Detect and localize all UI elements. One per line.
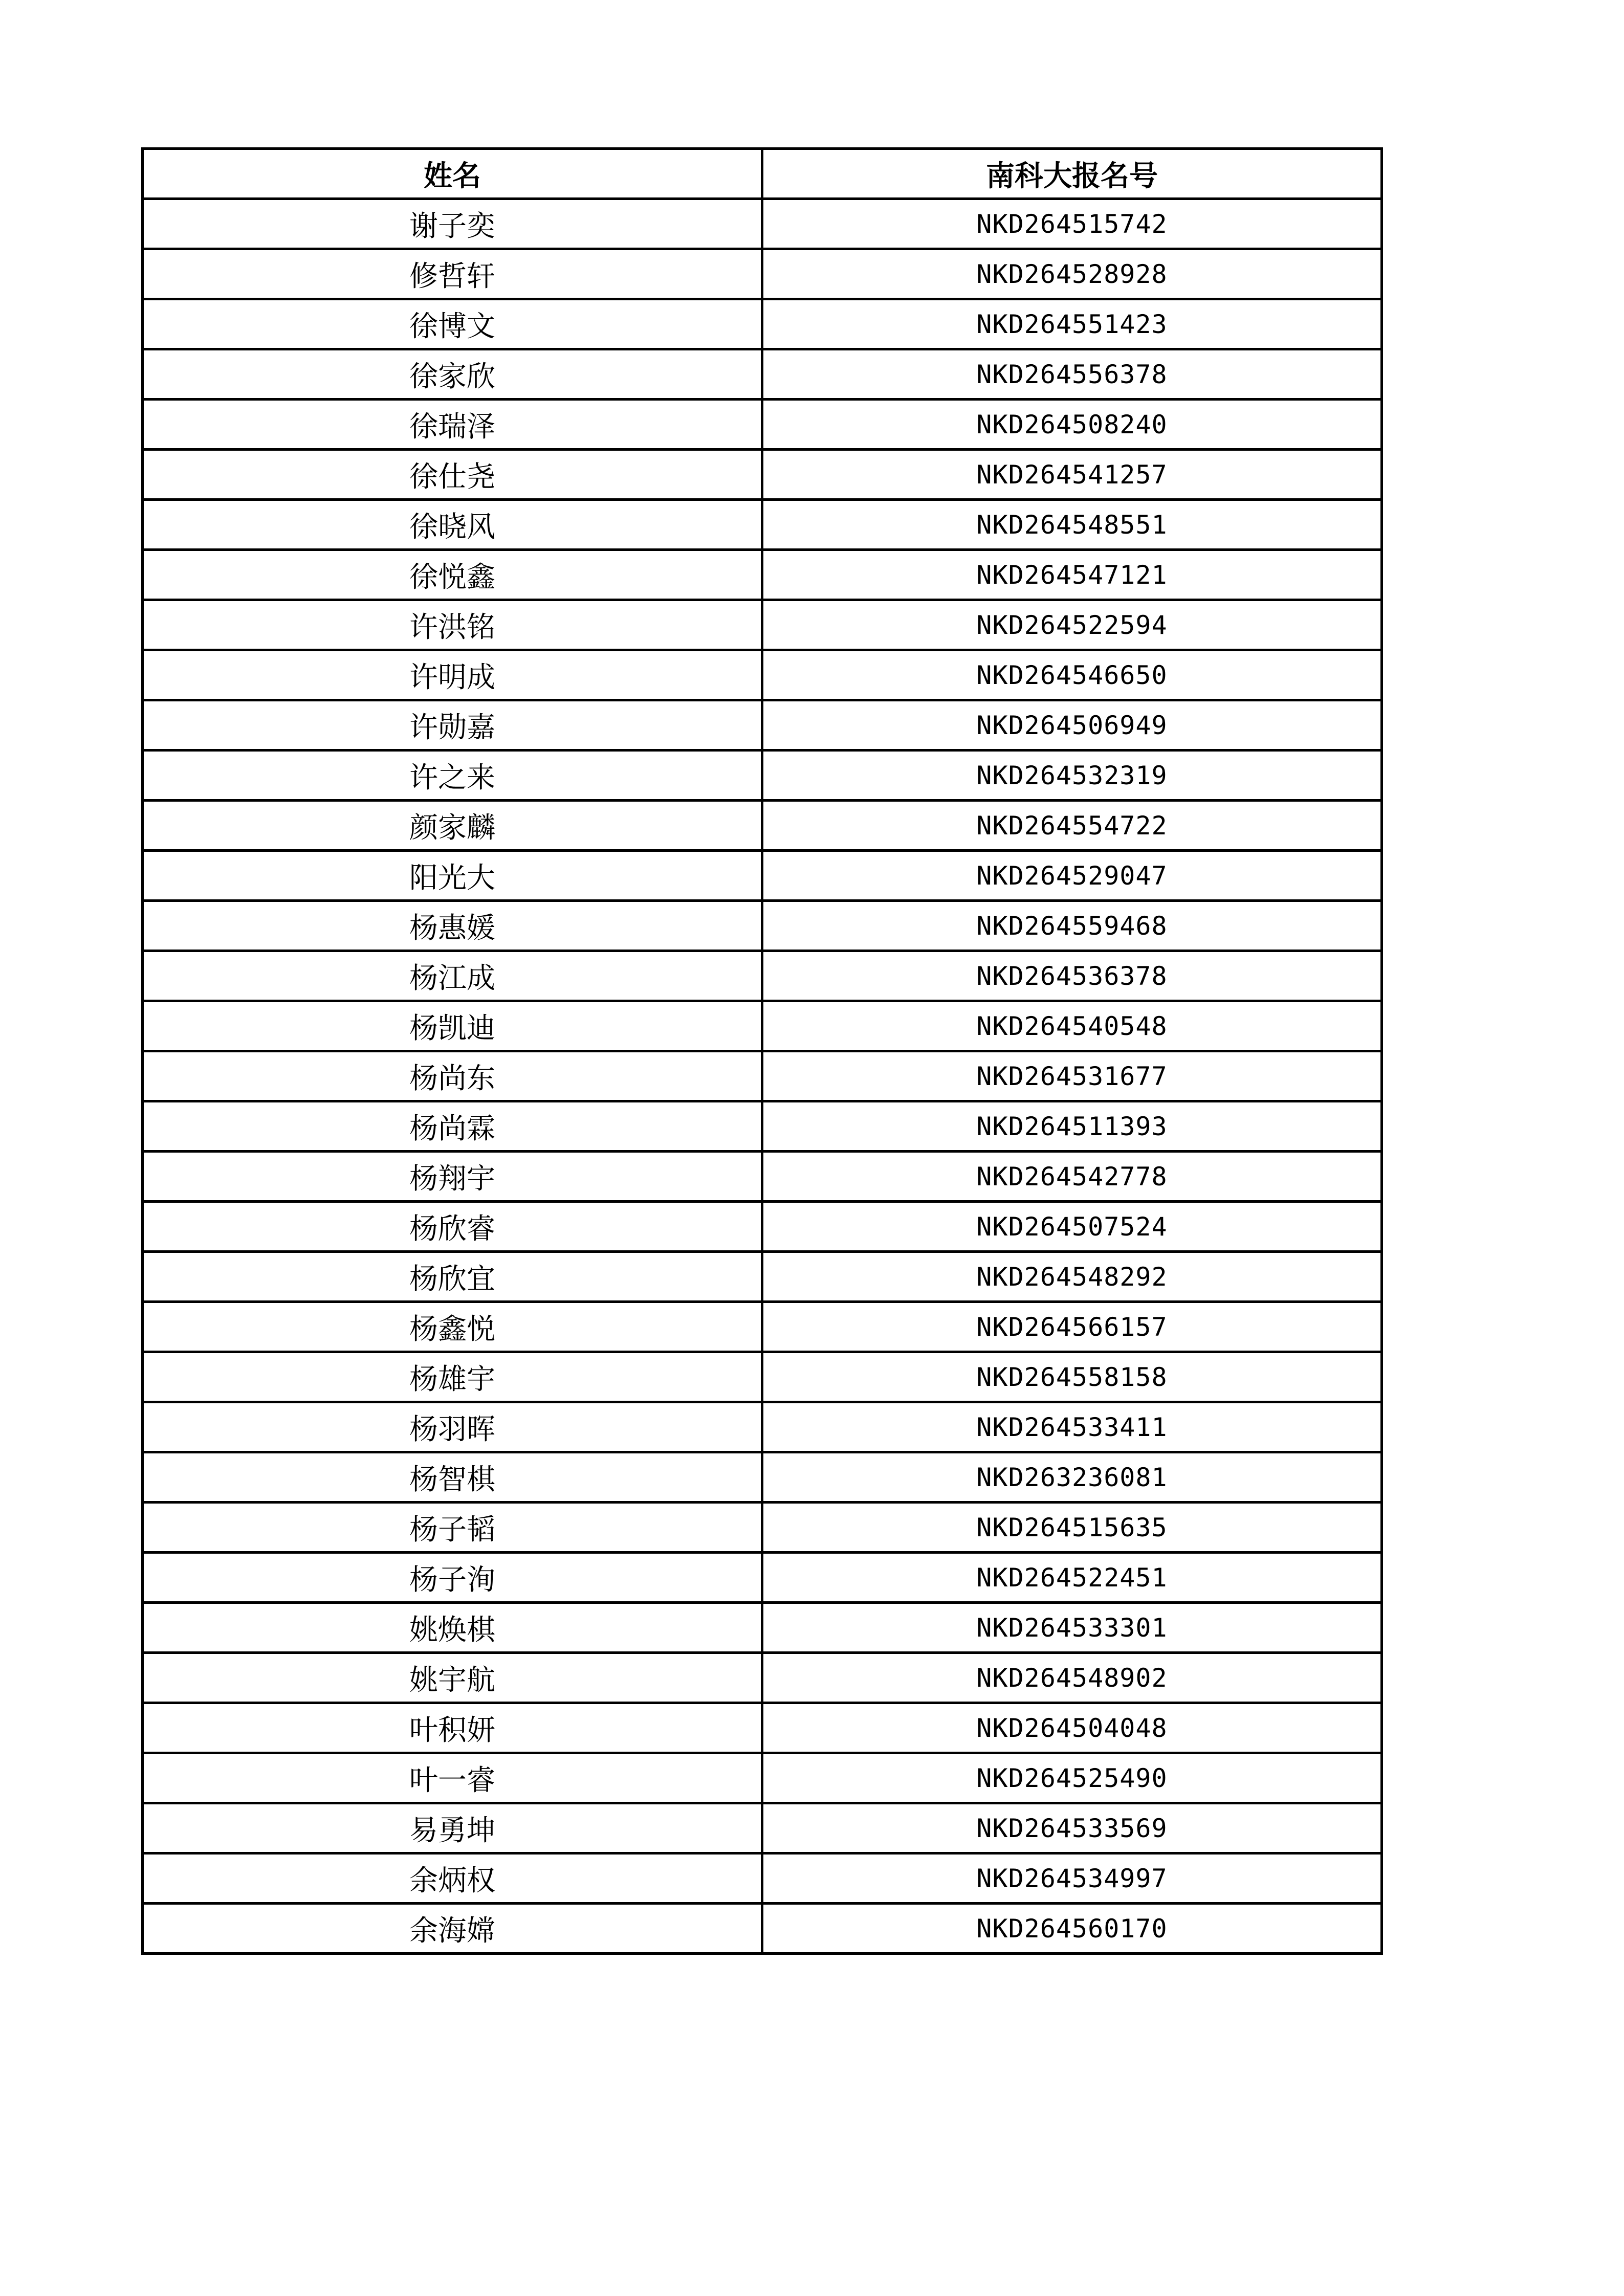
table-row <box>143 400 1382 450</box>
registration-id-cell: NKD264532319 <box>762 750 1382 801</box>
student-name-cell: 杨子韬 <box>143 1503 762 1553</box>
registration-id-cell: NKD264533301 <box>762 1603 1382 1653</box>
registration-id-cell: NKD264548292 <box>762 1252 1382 1302</box>
student-name-cell: 杨羽晖 <box>143 1402 762 1452</box>
student-name-cell: 杨尚霖 <box>143 1101 762 1152</box>
student-name-cell: 徐晓风 <box>143 500 762 550</box>
student-name-cell: 余炳权 <box>143 1853 762 1904</box>
student-name-cell: 杨尚东 <box>143 1051 762 1101</box>
registration-id-cell: NKD264566157 <box>762 1302 1382 1352</box>
table-row <box>143 801 1382 851</box>
student-name-cell: 姚焕棋 <box>143 1603 762 1653</box>
student-name-cell: 许洪铭 <box>143 600 762 650</box>
registration-id-cell: NKD263236081 <box>762 1452 1382 1503</box>
registration-id-cell: NKD264533411 <box>762 1402 1382 1452</box>
student-name-cell: 徐博文 <box>143 299 762 349</box>
table-row <box>143 1252 1382 1302</box>
table-row <box>143 1803 1382 1853</box>
registration-id-cell: NKD264551423 <box>762 299 1382 349</box>
table-row <box>143 901 1382 951</box>
table-row <box>143 1703 1382 1753</box>
registration-id-cell: NKD264540548 <box>762 1001 1382 1051</box>
table-row <box>143 199 1382 249</box>
table-row <box>143 600 1382 650</box>
table-body <box>143 199 1382 1954</box>
registration-id-cell: NKD264536378 <box>762 951 1382 1001</box>
table-row <box>143 1452 1382 1503</box>
student-name-cell: 徐悦鑫 <box>143 550 762 600</box>
registration-id-cell: NKD264528928 <box>762 249 1382 299</box>
student-name-cell: 易勇坤 <box>143 1803 762 1853</box>
student-name-cell: 姚宇航 <box>143 1653 762 1703</box>
table-row <box>143 550 1382 600</box>
table-row <box>143 1653 1382 1703</box>
table-row <box>143 1101 1382 1152</box>
student-name-cell: 叶一睿 <box>143 1753 762 1803</box>
table-row <box>143 1352 1382 1402</box>
table-row <box>143 1553 1382 1603</box>
table-row <box>143 299 1382 349</box>
registration-id-cell: NKD264525490 <box>762 1753 1382 1803</box>
table-row <box>143 249 1382 299</box>
student-name-cell: 徐瑞泽 <box>143 400 762 450</box>
table-row <box>143 650 1382 700</box>
registration-id-cell: NKD264547121 <box>762 550 1382 600</box>
student-name-cell: 徐仕尧 <box>143 450 762 500</box>
registration-id-cell: NKD264548551 <box>762 500 1382 550</box>
registration-id-cell: NKD264560170 <box>762 1904 1382 1954</box>
table-row <box>143 700 1382 750</box>
table-row <box>143 750 1382 801</box>
registration-id-cell: NKD264507524 <box>762 1202 1382 1252</box>
table-row <box>143 1302 1382 1352</box>
registration-id-cell: NKD264548902 <box>762 1653 1382 1703</box>
registration-id-cell: NKD264506949 <box>762 700 1382 750</box>
student-name-cell: 杨惠媛 <box>143 901 762 951</box>
registration-id-cell: NKD264522594 <box>762 600 1382 650</box>
student-name-cell: 杨欣宜 <box>143 1252 762 1302</box>
table-row <box>143 1853 1382 1904</box>
student-name-cell: 余海嫦 <box>143 1904 762 1954</box>
registration-id-cell: NKD264556378 <box>762 349 1382 400</box>
table-row <box>143 851 1382 901</box>
table-header-row <box>143 149 1382 199</box>
roster-table <box>141 147 1383 1955</box>
student-name-cell: 许之来 <box>143 750 762 801</box>
student-name-cell: 谢子奕 <box>143 199 762 249</box>
table-row <box>143 1402 1382 1452</box>
registration-id-cell: NKD264508240 <box>762 400 1382 450</box>
table-row <box>143 500 1382 550</box>
registration-id-cell: NKD264515742 <box>762 199 1382 249</box>
registration-id-cell: NKD264554722 <box>762 801 1382 851</box>
student-name-cell: 杨凯迪 <box>143 1001 762 1051</box>
header-registration-id: 南科大报名号 <box>762 149 1382 199</box>
student-name-cell: 杨雄宇 <box>143 1352 762 1402</box>
table-row <box>143 1001 1382 1051</box>
table-row <box>143 1051 1382 1101</box>
table-row <box>143 1503 1382 1553</box>
registration-id-cell: NKD264533569 <box>762 1803 1382 1853</box>
registration-id-cell: NKD264504048 <box>762 1703 1382 1753</box>
registration-id-cell: NKD264531677 <box>762 1051 1382 1101</box>
registration-id-cell: NKD264511393 <box>762 1101 1382 1152</box>
student-name-cell: 徐家欣 <box>143 349 762 400</box>
registration-id-cell: NKD264534997 <box>762 1853 1382 1904</box>
table-row <box>143 1753 1382 1803</box>
registration-id-cell: NKD264559468 <box>762 901 1382 951</box>
registration-id-cell: NKD264515635 <box>762 1503 1382 1553</box>
registration-id-cell: NKD264522451 <box>762 1553 1382 1603</box>
student-name-cell: 颜家麟 <box>143 801 762 851</box>
student-name-cell: 杨翔宇 <box>143 1152 762 1202</box>
registration-id-cell: NKD264558158 <box>762 1352 1382 1402</box>
registration-id-cell: NKD264529047 <box>762 851 1382 901</box>
registration-id-cell: NKD264546650 <box>762 650 1382 700</box>
student-name-cell: 许明成 <box>143 650 762 700</box>
table-row <box>143 349 1382 400</box>
registration-id-cell: NKD264542778 <box>762 1152 1382 1202</box>
table-row <box>143 1202 1382 1252</box>
student-name-cell: 许勋嘉 <box>143 700 762 750</box>
registration-id-cell: NKD264541257 <box>762 450 1382 500</box>
student-name-cell: 杨智棋 <box>143 1452 762 1503</box>
table-row <box>143 951 1382 1001</box>
student-name-cell: 杨欣睿 <box>143 1202 762 1252</box>
student-name-cell: 叶积妍 <box>143 1703 762 1753</box>
student-name-cell: 杨子洵 <box>143 1553 762 1603</box>
table-row <box>143 1152 1382 1202</box>
student-name-cell: 杨鑫悦 <box>143 1302 762 1352</box>
table-row <box>143 450 1382 500</box>
header-name: 姓名 <box>143 149 762 199</box>
student-name-cell: 修哲轩 <box>143 249 762 299</box>
student-name-cell: 杨江成 <box>143 951 762 1001</box>
student-name-cell: 阳光大 <box>143 851 762 901</box>
table-row <box>143 1603 1382 1653</box>
table-row <box>143 1904 1382 1954</box>
